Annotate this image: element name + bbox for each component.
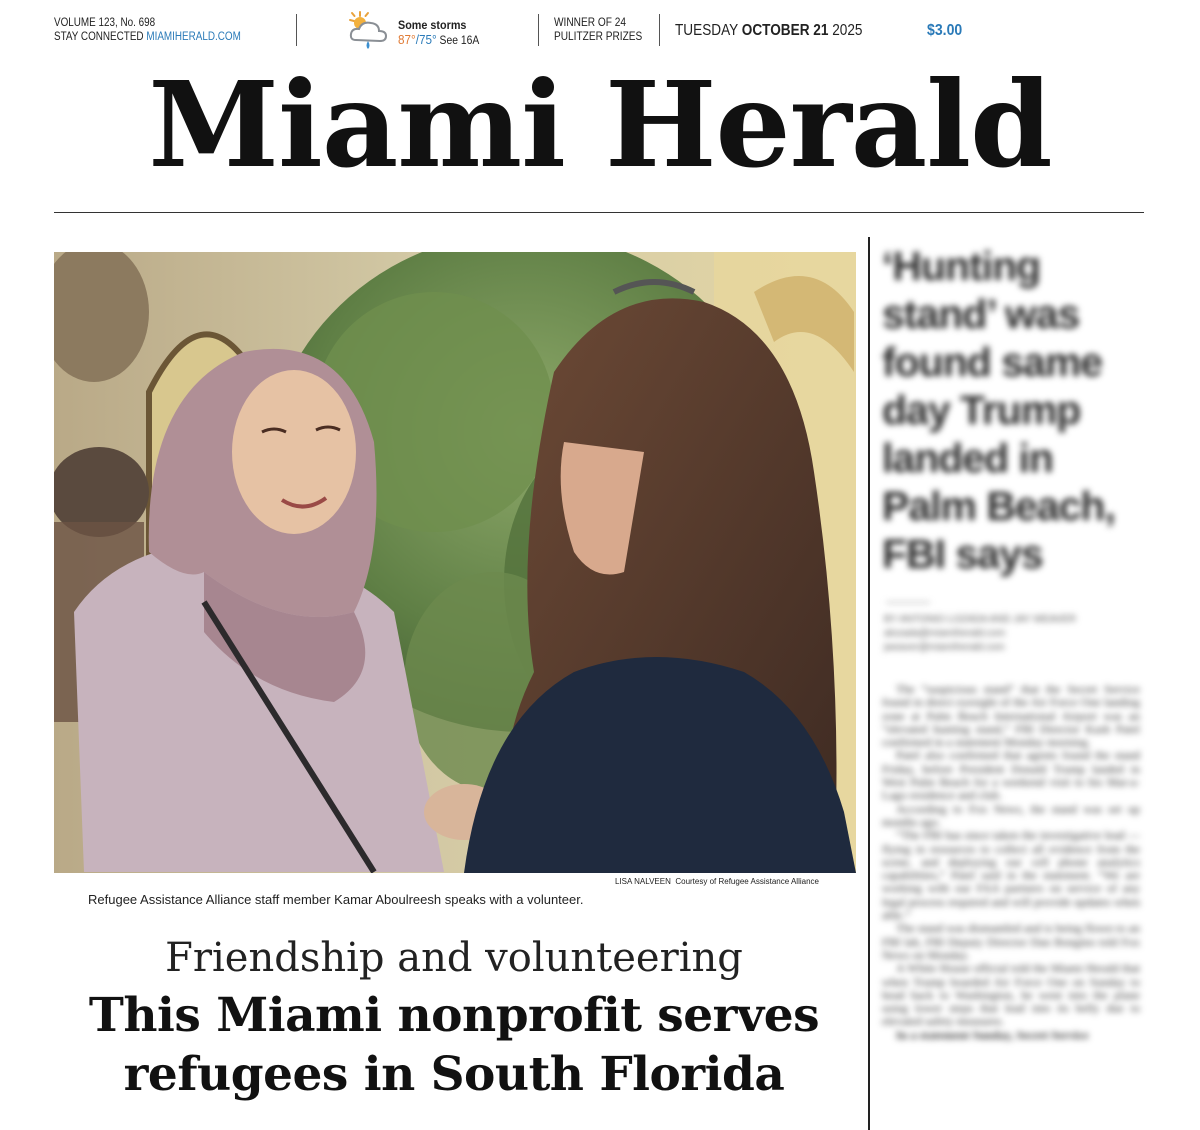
divider [296,14,297,46]
lead-kicker: Friendship and volunteering [165,935,743,981]
byline-authors: BY ANTONIO LOZADA AND JAY WEAVER [884,614,1076,625]
stay-connected-line [54,30,241,44]
body-paragraph: Patel also confirmed that agents found the stand Friday, before President Donald Trump landed in West Palm Beach for a weekend visit to his Mar-a-Lago residence and club. [882,748,1140,803]
body-paragraph: The “suspicious stand” that the Secret Service found in direct eyesight of the Air Force One landing zone at Palm Beach International Airport was an “elevated hunting stand,” FBI Director Kash Patel confirmed in a statement Monday morning. [882,682,1140,750]
issue-month-day: OCTOBER 21 [741,22,829,39]
masthead-rule [54,212,1144,213]
issue-date [675,22,862,40]
body-paragraph: In a statement Sunday, Secret Service [896,1027,1089,1042]
side-headline[interactable]: ‘Hunting stand’ was found same day Trump landed in Palm Beach, FBI says [882,243,1115,577]
weather-text [398,18,479,48]
issue-price: $3.00 [927,22,963,39]
storm-cloud-icon [346,10,392,52]
photo-caption: Refugee Assistance Alliance staff member Kamar Aboulreesh speaks with a volunteer. [88,892,584,907]
body-paragraph: The stand was dismantled and is being flown to an FBI lab, FBI Deputy Director Dan Bongino told Fox News on Monday. [882,921,1140,962]
volume-info [54,16,241,44]
volume-number: VOLUME 123, No. 698 [54,17,156,29]
body-paragraph: According to Fox News, the stand was set up months ago. [882,801,1140,829]
award-line-1: WINNER OF 24 [554,17,626,29]
issue-day: TUESDAY [675,22,738,39]
short-rule [886,602,930,603]
top-strip [54,14,1146,50]
lead-headline[interactable]: This Miami nonprofit serves refugees in South Florida [88,988,820,1102]
weather-reference: See 16A [439,35,480,47]
photo-credit [615,877,819,887]
side-body [882,683,1146,1042]
stay-connected-label: STAY CONNECTED [54,31,144,43]
masthead-title: Miami Herald [148,55,1052,194]
byline-contact: alozada@miamiherald.com [884,628,1006,639]
issue-year: 2025 [832,22,863,39]
body-paragraph: A White House official told the Miami Herald that when Trump boarded Air Force One on Sunday to head back to Washington, he went into the plane using lower steps that lead into its belly due to elevated safety measures. [882,961,1140,1029]
temp-high: 87° [398,32,416,47]
pulitzer-note [554,16,642,44]
byline-contact: jweaver@miamiherald.com [884,642,1005,653]
weather-condition: Some storms [398,18,467,32]
award-line-2: PULITZER PRIZES [554,31,643,43]
divider [538,14,539,46]
temp-separator: / [415,32,419,47]
side-story [882,242,1146,1042]
lead-photo-illustration [54,252,856,873]
lead-photo [54,252,856,873]
temp-low: 75° [418,32,437,47]
body-paragraph: “The FBI has since taken the investigative lead — flying in resources to collect all evidence from the scene, and deploying our cell phone analytics capabilities,” Patel said in the statement. “We are working with our FAA partners on service of any legal process required and will provide updates when able.” [882,828,1140,923]
temperature-range [398,32,437,47]
column-rule [868,237,870,1130]
photo-source: Courtesy of Refugee Assistance Alliance [675,877,819,886]
website-link[interactable]: MIAMIHERALD.COM [146,31,241,43]
photographer-name: LISA NALVEEN [615,877,671,886]
side-byline [884,613,1146,655]
divider [659,14,660,46]
